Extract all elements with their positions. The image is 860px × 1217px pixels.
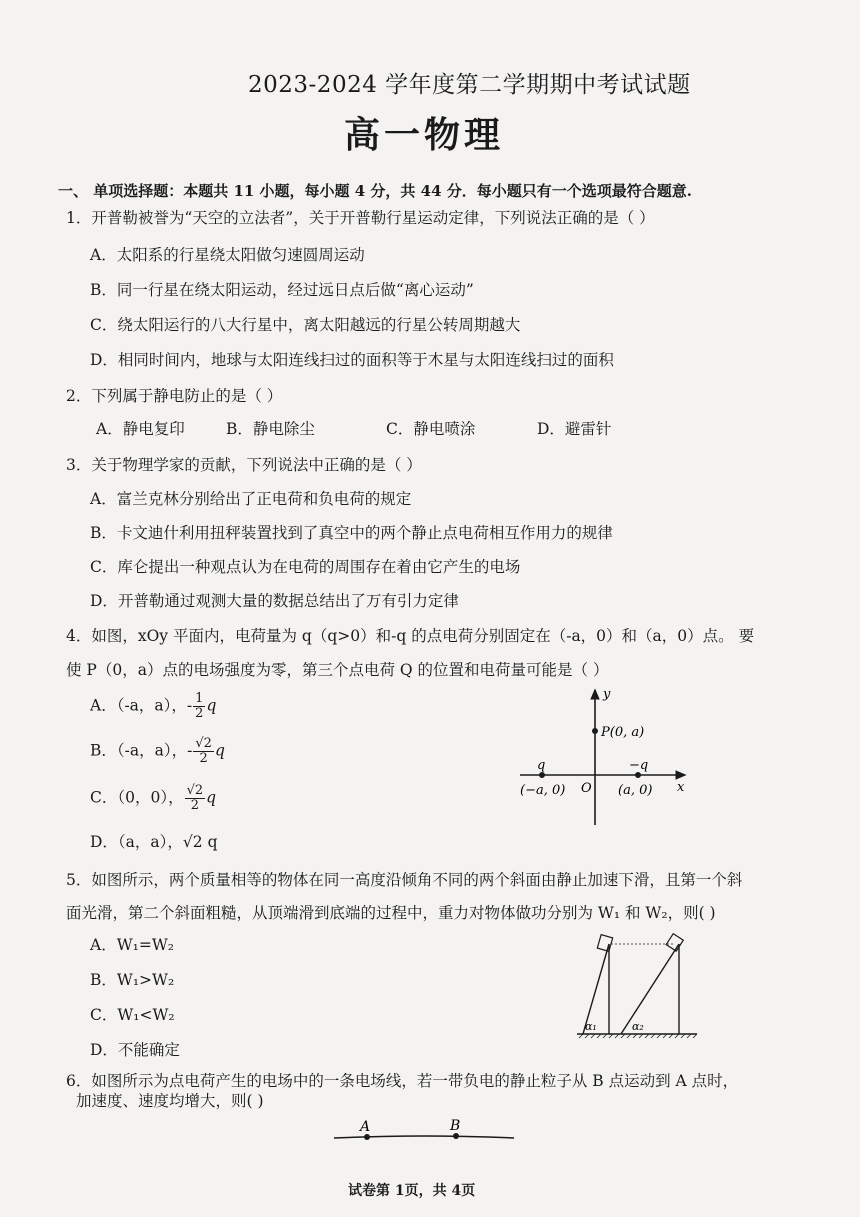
- question-3-option-d: D．开普勒通过观测大量的数据总结出了万有引力定律: [90, 592, 459, 610]
- option-c-fraction: [185, 784, 206, 813]
- point-a-label: A: [360, 1119, 371, 1135]
- question-1-option-c: C．绕太阳运行的八大行星中，离太阳越远的行星公转周期越大: [90, 316, 521, 334]
- question-3-option-a: A．富兰克林分别给出了正电荷和负电荷的规定: [90, 490, 412, 508]
- subject-title: 高一物理: [344, 114, 505, 156]
- question-3-option-b: B．卡文迪什利用扭秤装置找到了真空中的两个静止点电荷相互作用力的规律: [90, 524, 613, 542]
- question-5-option-a: A．W₁=W₂: [90, 936, 174, 954]
- question-4-option-a: [90, 692, 216, 721]
- question-1-option-d: D．相同时间内，地球与太阳连线扫过的面积等于木星与太阳连线扫过的面积: [90, 351, 614, 369]
- option-c-prefix: C．（0，0），: [90, 788, 184, 807]
- question-2-option-d: D．避雷针: [537, 420, 612, 438]
- angle-alpha-1-label: α₁: [585, 1020, 597, 1033]
- option-b-prefix: B．（-a，a），: [90, 741, 188, 760]
- question-1-option-b: B．同一行星在绕太阳运动，经过远日点后做“离心运动”: [90, 281, 474, 299]
- question-5-option-c: C．W₁<W₂: [90, 1006, 175, 1024]
- option-c-variable: q: [206, 788, 217, 807]
- origin-label: O: [581, 781, 592, 796]
- option-c-numerator: √2: [186, 783, 204, 798]
- option-b-numerator: √2: [195, 736, 212, 751]
- incline-diagram: [565, 930, 705, 1040]
- left-charge-label: q: [537, 758, 546, 773]
- question-5-option-d: D．不能确定: [90, 1041, 180, 1059]
- option-b-variable: q: [214, 741, 225, 760]
- option-a-fraction: [193, 692, 205, 721]
- exam-title: 2023-2024 学年度第二学期期中考试试题: [248, 72, 691, 98]
- option-c-denominator: 2: [190, 798, 200, 813]
- right-charge-label: −q: [629, 758, 649, 773]
- question-3-option-c: C．库仑提出一种观点认为在电荷的周围存在着由它产生的电场: [90, 558, 521, 576]
- option-a-prefix: A．（-a，a），: [90, 696, 187, 715]
- question-2-stem: 2．下列属于静电防止的是（ ）: [66, 387, 283, 405]
- incline-2-slope: [621, 944, 679, 1034]
- question-6-stem-line-2: 加速度、速度均增大，则( ): [76, 1092, 264, 1110]
- coordinate-diagram: [515, 685, 705, 835]
- question-4-option-b: [90, 737, 225, 766]
- option-b-sign: -: [187, 741, 193, 760]
- option-a-variable: q: [206, 696, 217, 715]
- question-2-option-b: B．静电除尘: [226, 420, 315, 438]
- page-footer: 试卷第 1页，共 4页: [348, 1183, 476, 1199]
- question-5-stem-line-1: 5．如图所示，两个质量相等的物体在同一高度沿倾角不同的两个斜面由静止加速下滑，且第一个斜: [66, 871, 743, 889]
- option-d-tail: √2 q: [182, 833, 218, 851]
- section-heading: 一、 单项选择题：本题共 11 小题，每小题 4 分，共 44 分．每小题只有一个选项最符合题意.: [58, 182, 692, 200]
- option-a-sign: -: [186, 696, 193, 715]
- block-1: [597, 935, 612, 952]
- question-4-stem-line-2: 使 P（0，a）点的电场强度为零，第三个点电荷 Q 的位置和电荷量可能是（ ）: [66, 661, 609, 679]
- question-1-stem: 1．开普勒被誉为“天空的立法者”，关于开普勒行星运动定律，下列说法正确的是（ ）: [66, 209, 655, 227]
- option-a-numerator: 1: [195, 691, 204, 706]
- option-b-fraction: [193, 737, 214, 766]
- question-5-stem-line-2: 面光滑，第二个斜面粗糙，从顶端滑到底端的过程中，重力对物体做功分别为 W₁ 和 W₂，则( ): [66, 904, 716, 922]
- point-p-label: P(0, a): [601, 725, 645, 740]
- question-4-option-c: [90, 784, 216, 813]
- block-2: [666, 934, 683, 951]
- question-4-stem-line-1: 4．如图，xOy 平面内，电荷量为 q（q>0）和-q 的点电荷分别固定在（-a，0）和（a，0）点。 要: [66, 627, 755, 645]
- question-6-stem-line-1: 6．如图所示为点电荷产生的电场中的一条电场线，若一带负电的静止粒子从 B 点运动到 A 点时，: [66, 1072, 739, 1090]
- question-5-option-b: B．W₁>W₂: [90, 971, 175, 989]
- left-coordinate-label: (−a, 0): [520, 783, 566, 798]
- question-3-stem: 3．关于物理学家的贡献，下列说法中正确的是（ ）: [66, 456, 422, 474]
- right-coordinate-label: (a, 0): [618, 783, 653, 798]
- electric-field-line: [334, 1136, 514, 1138]
- point-b-label: B: [450, 1118, 461, 1134]
- question-2-option-c: C．静电喷涂: [386, 420, 476, 438]
- option-a-denominator: 2: [195, 706, 204, 721]
- angle-alpha-2-label: α₂: [632, 1020, 644, 1033]
- option-d-prefix: D．（a，a），: [90, 833, 183, 851]
- x-axis-label: x: [677, 780, 685, 795]
- question-4-option-d: [90, 830, 218, 852]
- question-2-option-a: A．静电复印: [96, 420, 185, 438]
- question-1-option-a: A．太阳系的行星绕太阳做匀速圆周运动: [90, 246, 365, 264]
- option-b-denominator: 2: [199, 751, 208, 766]
- field-line-diagram: [330, 1118, 520, 1150]
- point-p: [592, 728, 598, 734]
- y-axis-label: y: [603, 687, 611, 702]
